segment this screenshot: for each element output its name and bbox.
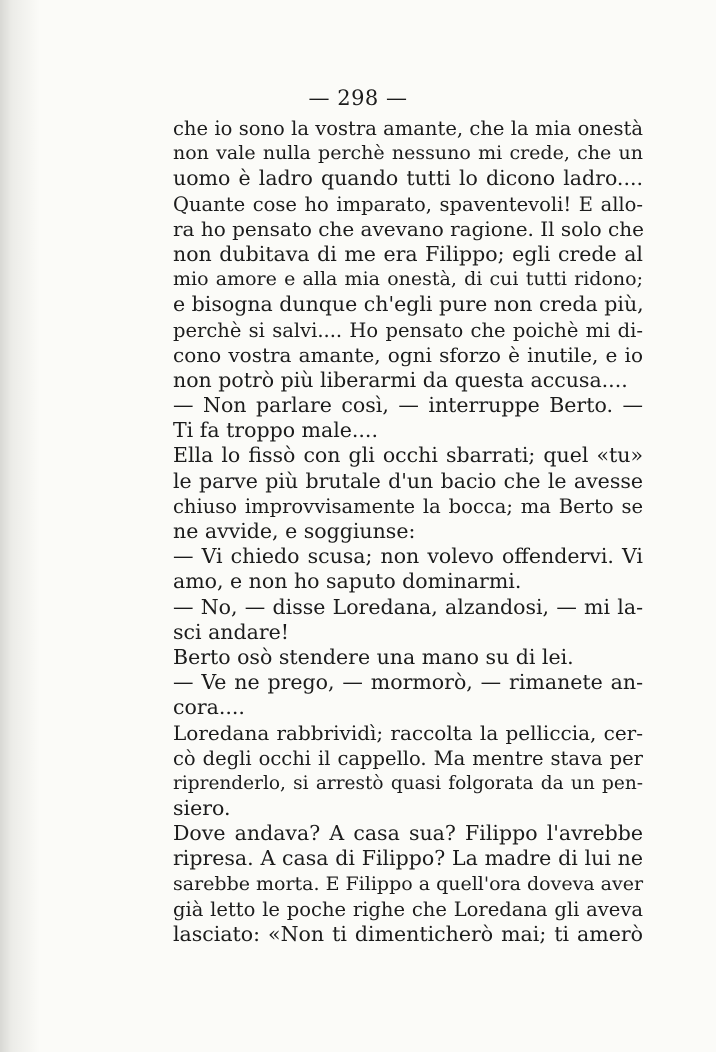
text-line: sarebbe morta. E Filippo a quell'ora doveva aver [173, 872, 644, 895]
text-line: Quante cose ho imparato, spaventevoli! E allo- [173, 192, 643, 216]
text-line: non dubitava di me era Filippo; egli crede al [173, 241, 643, 266]
text-line: non potrò più liberarmi da questa accusa.... [173, 367, 628, 392]
text-line: lasciato: «Non ti dimenticherò mai; ti amerò [173, 922, 643, 946]
text-line: e bisogna dunque ch'egli pure non creda più, [173, 292, 644, 317]
text-line: — Vi chiedo scusa; non volevo offendervi. Vi [173, 544, 643, 569]
text-line: uomo è ladro quando tutti lo dicono ladro.... [173, 166, 643, 191]
text-line: ripresa. A casa di Filippo? La madre di lui ne [173, 846, 643, 871]
text-line: Ti fa troppo male.... [173, 418, 378, 443]
text-line: cono vostra amante, ogni sforzo è inutile, e io [173, 342, 643, 367]
text-line: che io sono la vostra amante, che la mia onestà [173, 117, 643, 140]
page-number: — 298 — [308, 86, 408, 110]
text-line: Berto osò stendere una mano su di lei. [173, 644, 574, 669]
text-line: ra ho pensato che avevano ragione. Il solo che [173, 216, 644, 241]
text-line: mio amore e alla mia onestà, di cui tutti ridono; [173, 268, 643, 291]
text-line: già letto le poche righe che Loredana gli aveva [173, 897, 643, 921]
page-edge-shadow [0, 0, 40, 1052]
text-line: le parve più brutale d'un bacio che le avesse [173, 468, 643, 493]
text-line: cora.... [173, 695, 245, 720]
text-line: ne avvide, e soggiunse: [173, 519, 416, 543]
text-line: — No, — disse Loredana, alzandosi, — mi la- [173, 594, 643, 619]
text-line: — Ve ne prego, — mormorò, — rimanete an- [173, 670, 643, 695]
text-line: Ella lo fissò con gli occhi sbarrati; quel «tu» [173, 443, 643, 468]
text-line: chiuso improvvisamente la bocca; ma Berto se [173, 494, 643, 518]
text-line: Dove andava? A casa sua? Filippo l'avrebbe [173, 821, 643, 846]
text-line: non vale nulla perchè nessuno mi crede, che un [173, 142, 643, 165]
text-line: perchè si salvi.... Ho pensato che poichè mi di- [173, 318, 643, 342]
text-line: sci andare! [173, 619, 290, 644]
text-line: siero. [173, 796, 231, 821]
text-line: Loredana rabbrividì; raccolta la pelliccia, cer- [173, 720, 643, 745]
text-line: riprenderlo, si arrestò quasi folgorata da un pen- [173, 772, 643, 794]
text-line: — Non parlare così, — interruppe Berto. — [173, 393, 643, 418]
text-line: cò degli occhi il cappello. Ma mentre stava per [173, 746, 643, 770]
text-line: amo, e non ho saputo dominarmi. [173, 569, 522, 594]
body-text [173, 116, 643, 947]
